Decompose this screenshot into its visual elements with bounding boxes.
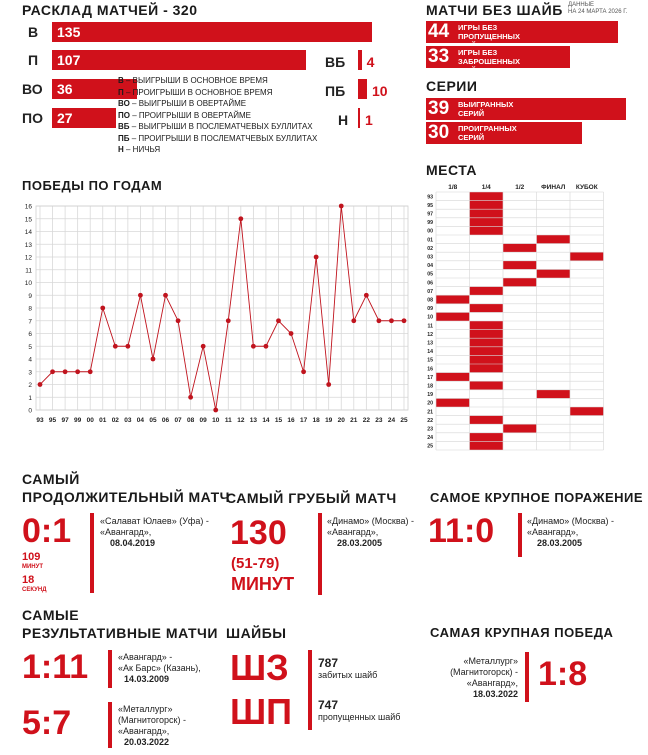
data-point [163,293,168,298]
legend-item: Н – НИЧЬЯ [118,145,161,154]
data-point [188,395,193,400]
places-cell [470,192,504,201]
data-point [264,344,269,349]
biggest-loss-title: САМОЕ КРУПНОЕ ПОРАЖЕНИЕ [430,490,644,505]
biggest-win-score: 1:8 [538,655,588,693]
pucks-title: ШАЙБЫ [226,625,287,641]
places-column-header: КУБОК [575,184,598,191]
data-point [364,293,369,298]
legend-item: В – ВЫИГРЫШИ В ОСНОВНОЕ ВРЕМЯ [118,76,268,85]
biggest-loss-divider [518,513,522,557]
y-tick-label: 9 [28,292,32,300]
places-cell [470,201,504,210]
bar-pb [358,79,367,99]
bar-label-wo: ВО [22,81,43,97]
places-cell [470,441,504,450]
places-year-label: 03 [427,254,433,261]
places-cell [470,209,504,218]
shutout-bar-1 [426,21,618,43]
legend-item: ПБ – ПРОИГРЫШИ В ПОСЛЕМАТЧЕВЫХ БУЛЛИТАХ [118,133,318,143]
x-tick-label: 11 [224,417,232,424]
places-year-label: 13 [427,340,433,347]
bar-value-pb: 10 [372,83,388,99]
places-year-label: 93 [427,194,433,201]
places-year-label: 18 [427,383,433,390]
data-point [276,318,281,323]
bar-value-n: 1 [365,112,373,128]
longest-title: САМЫЙ ПРОДОЛЖИТЕЛЬНЫЙ МАТЧ [22,471,230,505]
places-year-label: 22 [427,417,433,424]
places-year-label: 01 [427,237,433,244]
y-tick-label: 16 [24,203,32,211]
x-tick-label: 15 [274,417,283,424]
places-year-label: 09 [427,306,433,313]
data-point [238,216,243,221]
longest-details: «Салават Юлаев» (Уфа) - «Авангард», 08.04.2019 [100,516,209,548]
y-tick-label: 2 [28,382,32,389]
places-cell [470,304,504,313]
breakdown-legend [118,75,317,156]
places-year-label: 17 [427,374,433,381]
roughest-unit: МИНУТ [231,574,295,594]
data-point [138,293,143,298]
bar-label-n: Н [338,112,349,128]
roughest-details: «Динамо» (Москва) - «Авангард», 28.03.2005 [327,516,415,548]
data-point [38,382,43,387]
y-tick-label: 4 [28,356,32,364]
biggest-win-title: САМАЯ КРУПНАЯ ПОБЕДА [430,625,614,640]
places-cell [436,398,470,407]
x-tick-label: 97 [61,417,69,424]
x-tick-label: 20 [337,417,345,424]
x-tick-label: 05 [149,417,157,424]
bar-value-wo: 36 [57,81,73,97]
x-tick-label: 99 [74,417,82,424]
x-tick-label: 24 [387,417,396,424]
roughest-value: 130 [230,514,287,552]
bar-value-w: 135 [57,24,81,40]
y-tick-label: 13 [24,241,32,249]
roughest-divider [318,513,322,595]
data-point [63,369,68,374]
bar-p [52,50,306,70]
data-point [113,344,118,349]
places-year-label: 08 [427,297,433,304]
series-value-2: 30 [428,122,450,143]
data-point [389,318,394,323]
x-tick-label: 25 [400,417,408,424]
y-tick-label: 5 [28,343,32,351]
places-column-header: ФИНАЛ [541,184,566,191]
data-point [88,369,93,374]
data-point [402,318,407,323]
places-cell [537,269,571,278]
places-year-label: 11 [427,323,433,330]
biggest-win-details: «Металлург» (Магнитогорск) - «Авангард», 18.03.2022 [450,656,518,699]
places-cell [470,338,504,347]
shutouts-title: МАТЧИ БЕЗ ШАЙБ [426,2,563,18]
x-tick-label: 18 [312,417,320,424]
shutout-label-2: ИГРЫ БЕЗ ЗАБРОШЕННЫХ ШАЙБ [458,48,520,75]
y-tick-label: 10 [24,280,32,287]
legend-item: П – ПРОИГРЫШИ В ОСНОВНОЕ ВРЕМЯ [118,87,273,97]
y-tick-label: 8 [28,305,32,313]
x-tick-label: 09 [199,417,207,424]
y-tick-label: 12 [24,254,32,262]
data-point [125,344,130,349]
places-year-label: 07 [427,288,433,295]
productive-score-1: 1:11 [22,648,89,686]
places-cell [470,416,504,425]
data-point [75,369,80,374]
productive-details-1: «Авангард» - «Ак Барс» (Казань), 14.03.2009 [118,652,201,684]
data-point [201,344,206,349]
productive-divider-2 [108,702,112,748]
x-tick-label: 22 [362,417,370,424]
shutout-value-2: 33 [428,46,450,67]
bar-value-p: 107 [57,52,81,68]
data-point [326,382,331,387]
x-tick-label: 19 [325,417,333,424]
roughest-title: САМЫЙ ГРУБЫЙ МАТЧ [226,490,397,506]
productive-divider-1 [108,650,112,688]
x-tick-label: 03 [124,417,132,424]
places-year-label: 95 [427,202,433,209]
productive-title: САМЫЕ РЕЗУЛЬТАТИВНЫЕ МАТЧИ [22,607,218,641]
y-tick-label: 1 [28,394,32,402]
pucks-scored: 787 забитых шайб [318,656,378,680]
places-cell [570,252,604,261]
roughest-range: (51-79) [231,555,280,572]
places-year-label: 02 [427,245,433,252]
biggest-win-divider [525,652,529,702]
pucks-conceded-abbr: ШП [230,691,293,732]
x-tick-label: 23 [375,417,383,424]
y-tick-label: 6 [28,331,32,338]
biggest-loss-details: «Динамо» (Москва) - «Авангард», 28.03.2005 [527,516,615,548]
places-cell [436,312,470,321]
places-year-label: 14 [427,349,433,356]
data-point [151,357,156,362]
x-tick-label: 21 [350,417,358,424]
legend-item: ПО – ПРОИГРЫШИ В ОВЕРТАЙМЕ [118,110,251,120]
productive-details-2: «Металлург» (Магнитогорск) - «Авангард», 20.03.2022 [118,704,186,747]
places-cell [470,287,504,296]
places-cell [503,261,537,270]
wins-by-year-chart [18,196,418,430]
pucks-divider [308,650,312,730]
places-cell [470,321,504,330]
data-point [314,255,319,260]
chart-title: ПОБЕДЫ ПО ГОДАМ [22,178,163,193]
places-column-header: 1/2 [515,184,525,191]
places-year-label: 16 [427,366,433,373]
data-point [100,306,105,311]
places-cell [470,226,504,235]
places-year-label: 12 [427,331,433,338]
productive-score-2: 5:7 [22,704,72,742]
bar-value-po: 27 [57,110,73,126]
data-point [50,369,55,374]
data-point [226,318,231,323]
places-cell [537,390,571,399]
x-tick-label: 12 [237,417,245,424]
series-value-1: 39 [428,98,450,119]
x-tick-label: 93 [36,417,44,424]
biggest-loss-score: 11:0 [428,512,495,550]
places-year-label: 20 [427,400,433,407]
places-year-label: 97 [427,211,433,218]
places-cell [470,381,504,390]
places-year-label: 23 [427,426,433,433]
places-cell [470,433,504,442]
places-cell [470,218,504,227]
data-point [251,344,256,349]
longest-score: 0:1 [22,512,72,550]
places-year-label: 24 [427,435,433,442]
data-point [339,204,344,209]
places-cell [537,235,571,244]
bar-label-pb: ПБ [325,83,346,99]
places-year-label: 06 [427,280,433,287]
places-cell [470,355,504,364]
places-year-label: 99 [427,220,433,227]
longest-duration: 109 МИНУТ 18 СЕКУНД [22,551,47,593]
places-cell [470,364,504,373]
places-cell [503,424,537,433]
bar-label-po: ПО [22,110,43,126]
places-year-label: 00 [427,228,433,235]
data-point [176,318,181,323]
series-label-1: ВЫИГРАННЫХ СЕРИЙ [458,100,514,118]
bar-value-wb: 4 [366,54,375,70]
data-note: ДАННЫЕ НА 24 МАРТА 2026 Г. [568,2,628,15]
legend-item: ВО – ВЫИГРЫШИ В ОВЕРТАЙМЕ [118,99,247,108]
series-label-2: ПРОИГРАННЫХ СЕРИЙ [458,124,517,142]
places-year-label: 19 [427,392,433,399]
shutout-label-1: ИГРЫ БЕЗ ПРОПУЩЕННЫХ [458,23,521,41]
x-tick-label: 17 [299,417,308,424]
places-column-header: 1/4 [481,184,491,191]
bar-n [358,108,360,128]
x-tick-label: 02 [111,417,119,424]
y-tick-label: 11 [25,267,32,275]
bar-label-p: П [28,52,39,68]
series-title: СЕРИИ [426,78,478,94]
y-tick-label: 0 [28,407,32,415]
x-tick-label: 10 [212,417,220,424]
bar-wb [358,50,362,70]
places-cell [436,295,470,304]
bar-label-wb: ВБ [325,54,346,70]
y-tick-label: 14 [24,229,32,236]
data-point [301,369,306,374]
x-tick-label: 01 [99,417,107,424]
longest-divider [90,513,94,593]
places-column-header: 1/8 [448,184,458,191]
places-year-label: 21 [427,409,433,416]
places-cell [503,278,537,287]
data-point [351,318,356,323]
data-point [213,408,218,413]
pucks-conceded: 747 пропущенных шайб [318,698,401,722]
bar-label-w: В [28,24,39,40]
bar-w [52,22,372,42]
x-tick-label: 13 [249,417,257,424]
places-cell [570,407,604,416]
x-tick-label: 95 [48,417,57,424]
places-year-label: 04 [427,263,433,270]
x-tick-label: 14 [262,417,270,424]
places-year-label: 05 [427,271,433,278]
places-year-label: 10 [427,314,433,321]
x-tick-label: 07 [174,417,182,424]
places-title: МЕСТА [426,162,478,178]
places-year-label: 25 [427,443,433,450]
legend-item: ВБ – ВЫИГРЫШИ В ПОСЛЕМАТЧЕВЫХ БУЛЛИТАХ [118,122,313,131]
data-point [376,318,381,323]
y-tick-label: 3 [28,369,32,377]
breakdown-title: РАСКЛАД МАТЧЕЙ - 320 [22,2,198,18]
places-cell [470,330,504,339]
places-year-label: 15 [427,357,433,364]
x-tick-label: 08 [187,417,195,424]
places-cell [470,347,504,356]
x-tick-label: 04 [136,417,145,424]
y-tick-label: 15 [24,216,32,224]
x-tick-label: 16 [287,417,295,424]
y-tick-label: 7 [28,318,32,326]
x-tick-label: 00 [86,417,94,424]
places-cell [503,244,537,253]
x-tick-label: 06 [161,417,170,424]
places-cell [436,373,470,382]
places-grid [420,180,606,450]
pucks-scored-abbr: ШЗ [230,647,289,688]
shutout-value-1: 44 [428,21,450,42]
series-bar-1 [426,98,626,120]
data-point [289,331,294,336]
